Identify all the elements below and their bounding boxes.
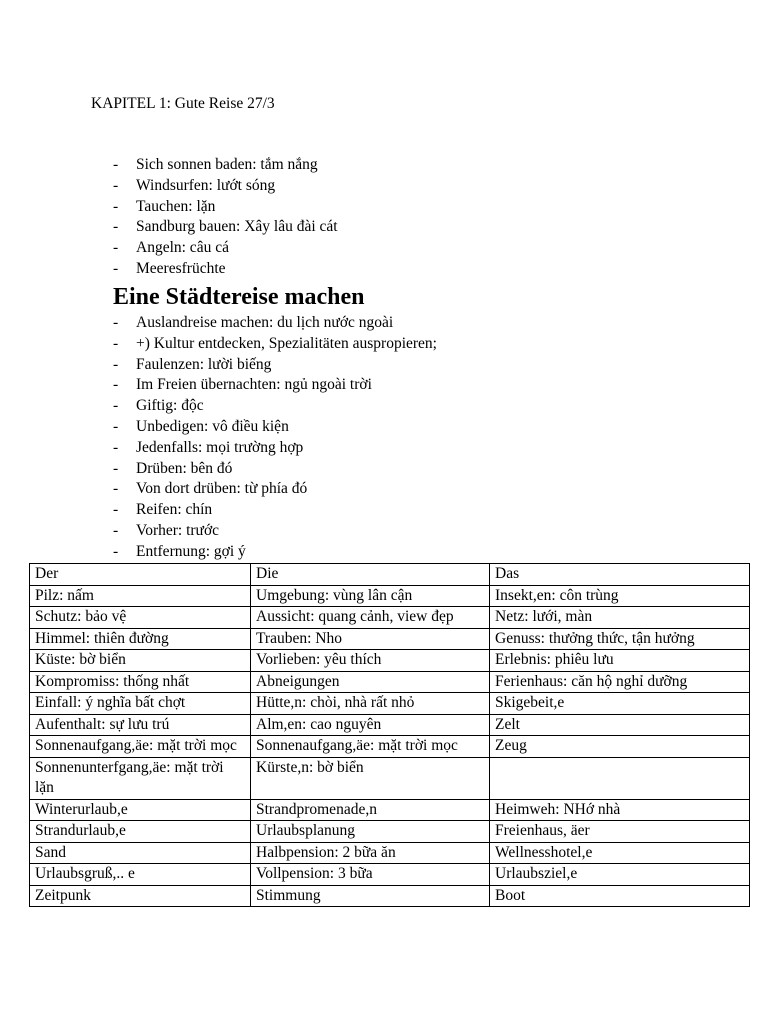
table-cell: Winterurlaub,e xyxy=(30,799,251,821)
table-cell: Boot xyxy=(490,885,750,907)
table-cell: Urlaubsgruß,.. e xyxy=(30,864,251,886)
list-item xyxy=(0,500,437,521)
table-cell: Strandpromenade,n xyxy=(251,799,490,821)
list-item-text: Unbedigen: vô điều kiện xyxy=(136,417,289,435)
bullet-dash: - xyxy=(113,417,119,435)
list-item-text: Entfernung: gợi ý xyxy=(136,542,246,560)
list-item xyxy=(0,217,338,238)
list-item xyxy=(0,438,437,459)
list-item-text: Im Freien übernachten: ngủ ngoài trời xyxy=(136,376,372,394)
table-row xyxy=(30,650,750,672)
column-header: Die xyxy=(251,564,490,586)
list-item-text: Von dort drüben: từ phía đó xyxy=(136,480,308,498)
list-item-text: Reifen: chín xyxy=(136,501,213,519)
bullet-dash: - xyxy=(113,376,119,394)
table-cell: Kompromiss: thống nhất xyxy=(30,671,251,693)
column-header: Das xyxy=(490,564,750,586)
list-item xyxy=(0,313,437,334)
bullet-dash: - xyxy=(113,397,119,415)
table-cell: Skigebeit,e xyxy=(490,693,750,715)
list-item xyxy=(0,238,338,259)
bullet-dash: - xyxy=(113,239,119,257)
list-item-text: Drüben: bên đó xyxy=(136,459,233,477)
table-row xyxy=(30,628,750,650)
table-cell: Strandurlaub,e xyxy=(30,821,251,843)
list-item xyxy=(0,479,437,500)
list-item-text: Jedenfalls: mọi trường hợp xyxy=(136,438,304,456)
list-item-text: Windsurfen: lướt sóng xyxy=(136,176,276,194)
table-row xyxy=(30,671,750,693)
table-cell: Erlebnis: phiêu lưu xyxy=(490,650,750,672)
list-item xyxy=(0,375,437,396)
table-cell: Schutz: bảo vệ xyxy=(30,607,251,629)
list-item xyxy=(0,334,437,355)
table-header-row xyxy=(30,564,750,586)
list-item-text: Auslandreise machen: du lịch nước ngoài xyxy=(136,314,394,331)
table-cell: Urlaubsplanung xyxy=(251,821,490,843)
bullet-dash: - xyxy=(113,355,119,373)
table-cell: Stimmung xyxy=(251,885,490,907)
table-cell: Aussicht: quang cảnh, view đẹp xyxy=(251,607,490,629)
list-item xyxy=(0,459,437,480)
list-item-text: Giftig: độc xyxy=(136,397,204,415)
table-row xyxy=(30,885,750,907)
table-cell: Vorlieben: yêu thích xyxy=(251,650,490,672)
table-row xyxy=(30,821,750,843)
list-item xyxy=(0,355,437,376)
table-cell: Zeug xyxy=(490,736,750,758)
list-item xyxy=(0,542,437,563)
table-cell: Sonnenaufgang,äe: mặt trời mọc xyxy=(251,736,490,758)
list-item-text: Sich sonnen baden: tắm nắng xyxy=(136,156,318,173)
table-row xyxy=(30,585,750,607)
list-item-text: Faulenzen: lười biếng xyxy=(136,355,272,373)
noun-gender-table xyxy=(29,563,750,907)
table-cell: Himmel: thiên đường xyxy=(30,628,251,650)
list-item-text: Vorher: trước xyxy=(136,521,220,539)
list-item xyxy=(0,155,338,176)
table-cell: Kürste,n: bờ biển xyxy=(251,757,490,799)
list-item-text: Tauchen: lặn xyxy=(136,197,216,215)
list-item xyxy=(0,396,437,417)
table-row xyxy=(30,842,750,864)
list-item-text: Sandburg bauen: Xây lâu đài cát xyxy=(136,218,338,236)
table-cell: Hütte,n: chòi, nhà rất nhỏ xyxy=(251,693,490,715)
list-item xyxy=(0,259,338,280)
table-cell: Halbpension: 2 bữa ăn xyxy=(251,842,490,864)
list-item xyxy=(0,176,338,197)
table-cell: Umgebung: vùng lân cận xyxy=(251,585,490,607)
table-row xyxy=(30,714,750,736)
table-cell: Wellnesshotel,e xyxy=(490,842,750,864)
table-cell: Genuss: thưởng thức, tận hưởng xyxy=(490,628,750,650)
bullet-dash: - xyxy=(113,459,119,477)
table-cell: Zeitpunk xyxy=(30,885,251,907)
table-cell: Vollpension: 3 bữa xyxy=(251,864,490,886)
table-cell: Küste: bờ biển xyxy=(30,650,251,672)
bullet-dash: - xyxy=(113,156,119,173)
list-item-text: Angeln: câu cá xyxy=(136,239,229,257)
table-cell: Sonnenunterfgang,äe: mặt trời lặn xyxy=(30,757,251,799)
table-cell: Trauben: Nho xyxy=(251,628,490,650)
page-heading: KAPITEL 1: Gute Reise 27/3 xyxy=(91,95,275,112)
bullet-dash: - xyxy=(113,542,119,560)
bullet-dash: - xyxy=(113,259,119,277)
list-item-text: +) Kultur entdecken, Spezialitäten auspropieren; xyxy=(136,334,437,352)
section-heading: Eine Städtereise machen xyxy=(113,284,365,310)
table-cell: Einfall: ý nghĩa bất chợt xyxy=(30,693,251,715)
table-cell: Sonnenaufgang,äe: mặt trời mọc xyxy=(30,736,251,758)
table-cell: Alm,en: cao nguyên xyxy=(251,714,490,736)
table-cell xyxy=(490,757,750,799)
list-item-text: Meeresfrüchte xyxy=(136,259,226,277)
table-cell: Ferienhaus: căn hộ nghỉ dưỡng xyxy=(490,671,750,693)
table-cell: Insekt,en: côn trùng xyxy=(490,585,750,607)
table-row xyxy=(30,864,750,886)
table-cell: Aufenthalt: sự lưu trú xyxy=(30,714,251,736)
list-item xyxy=(0,521,437,542)
bullet-dash: - xyxy=(113,218,119,236)
table-row xyxy=(30,757,750,799)
city-trip-vocab-list xyxy=(0,313,437,563)
table-row xyxy=(30,693,750,715)
table-row xyxy=(30,799,750,821)
table-cell: Heimweh: NHớ nhà xyxy=(490,799,750,821)
bullet-dash: - xyxy=(113,176,119,194)
table-cell: Abneigungen xyxy=(251,671,490,693)
bullet-dash: - xyxy=(113,521,119,539)
bullet-dash: - xyxy=(113,438,119,456)
table-cell: Urlaubsziel,e xyxy=(490,864,750,886)
activity-vocab-list xyxy=(0,155,338,280)
table-row xyxy=(30,607,750,629)
table-cell: Zelt xyxy=(490,714,750,736)
bullet-dash: - xyxy=(113,197,119,215)
table-cell: Freienhaus, äer xyxy=(490,821,750,843)
table-cell: Pilz: nấm xyxy=(30,585,251,607)
list-item xyxy=(0,417,437,438)
column-header: Der xyxy=(30,564,251,586)
table-row xyxy=(30,736,750,758)
bullet-dash: - xyxy=(113,334,119,352)
table-cell: Netz: lưới, màn xyxy=(490,607,750,629)
table-cell: Sand xyxy=(30,842,251,864)
bullet-dash: - xyxy=(113,501,119,519)
bullet-dash: - xyxy=(113,480,119,498)
bullet-dash: - xyxy=(113,314,119,331)
list-item xyxy=(0,197,338,218)
